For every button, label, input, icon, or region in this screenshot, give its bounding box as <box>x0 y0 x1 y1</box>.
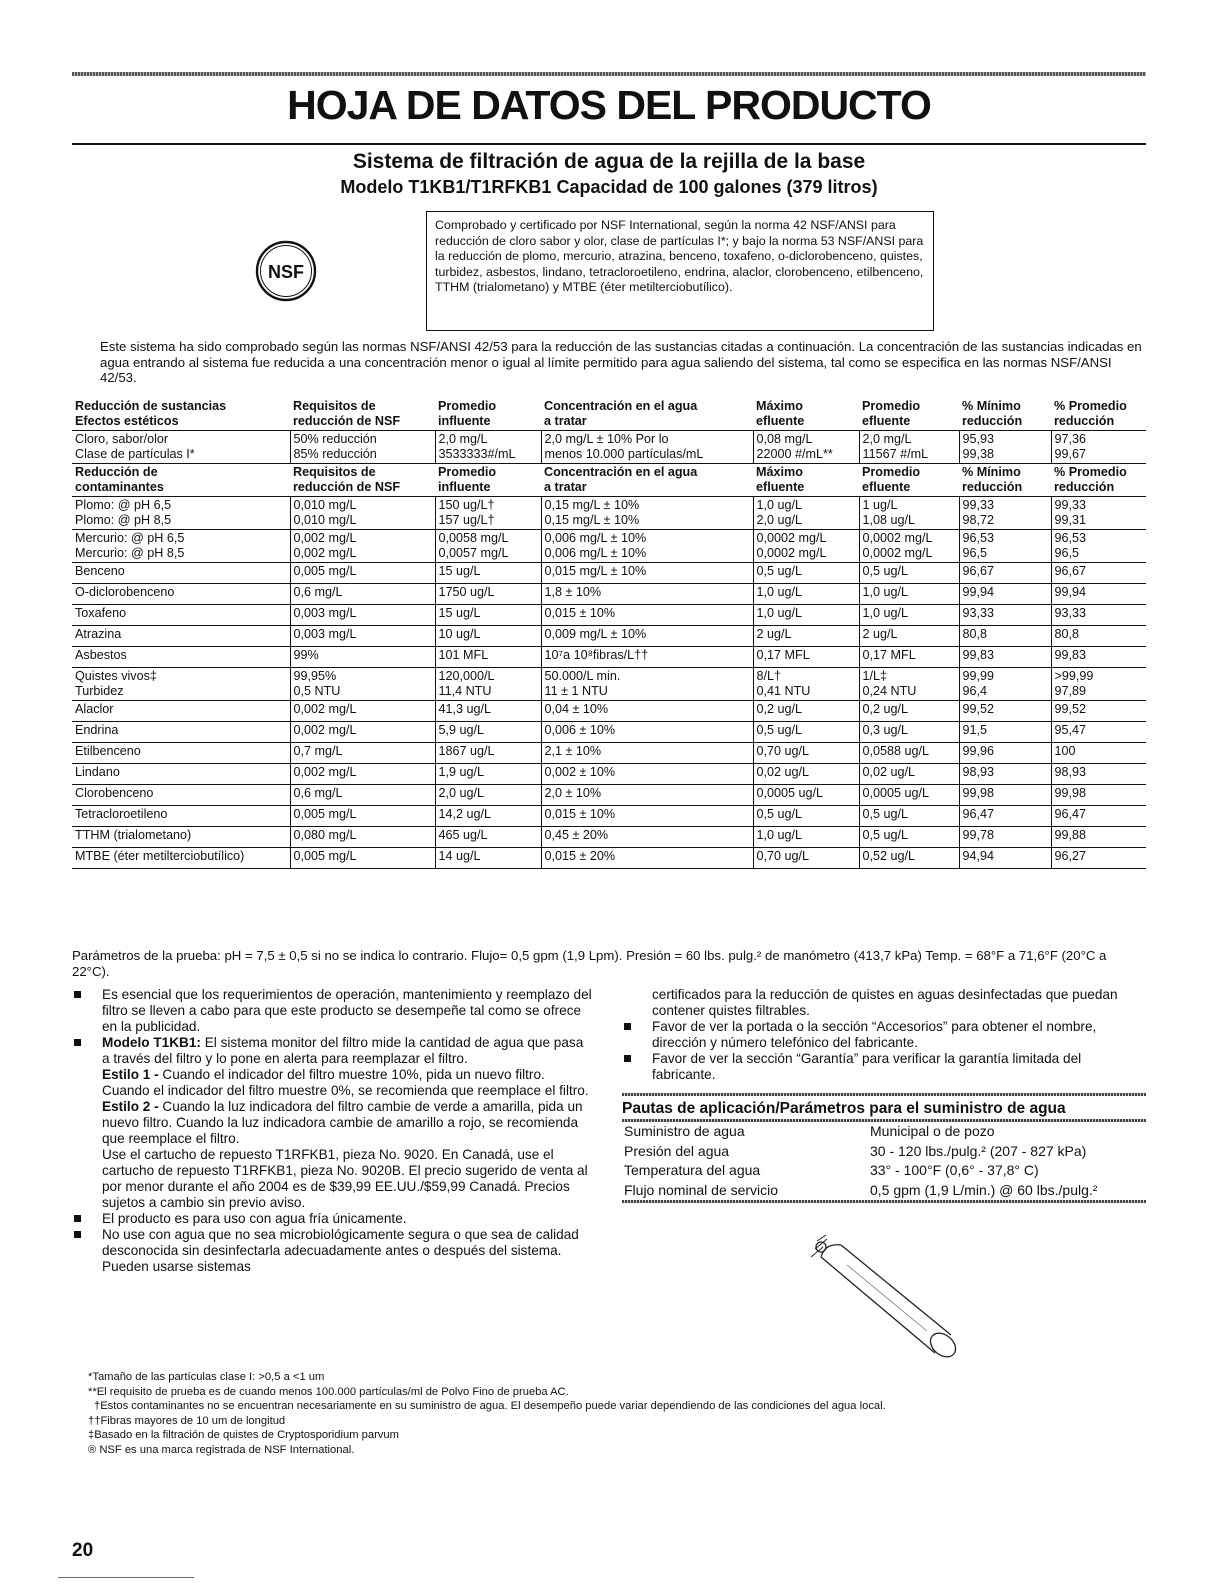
table-cell: Lindano <box>72 764 290 785</box>
table-cell: 2,0 mg/L 3533333#/mL <box>435 431 541 464</box>
model-text: El sistema monitor del filtro mide la cantidad de agua que pasa a través del filtro y lo pone en alerta para reemplazar el filtro. <box>102 1035 584 1066</box>
table-cell: O-diclorobenceno <box>72 584 290 605</box>
table-cell: 1867 ug/L <box>435 743 541 764</box>
table-cell: 99,78 <box>959 827 1051 848</box>
table-cell: 99,33 99,31 <box>1051 497 1146 530</box>
note-cold-water: El producto es para uso con agua fría únicamente. <box>72 1211 592 1227</box>
table-cell: 0,015 ± 10% <box>541 806 753 827</box>
table-cell: 0,17 MFL <box>753 647 859 668</box>
table-cell: 99,83 <box>959 647 1051 668</box>
table-cell: 95,47 <box>1051 722 1146 743</box>
table-row <box>72 764 1146 785</box>
table-row <box>72 647 1146 668</box>
table-cell: 41,3 ug/L <box>435 701 541 722</box>
table-cell: >99,99 97,89 <box>1051 668 1146 701</box>
guidelines-top-rule <box>622 1093 1146 1096</box>
table-cell: 0,6 mg/L <box>290 584 435 605</box>
table-row <box>72 701 1146 722</box>
table-cell: 101 MFL <box>435 647 541 668</box>
table-cell: 0,08 mg/L 22000 #/mL** <box>753 431 859 464</box>
table-cell: 1,9 ug/L <box>435 764 541 785</box>
table-cell: 0,02 ug/L <box>753 764 859 785</box>
table-cell: 14 ug/L <box>435 848 541 869</box>
table-cell: 0,2 ug/L <box>753 701 859 722</box>
table-cell: 96,47 <box>959 806 1051 827</box>
table-cell: 0,02 ug/L <box>859 764 959 785</box>
column-header: Promedio influente <box>435 464 541 497</box>
table-cell: 0,5 ug/L <box>753 722 859 743</box>
table-cell: 99,98 <box>959 785 1051 806</box>
note-cyst-continuation: certificados para la reducción de quistes en aguas desinfectadas que puedan contener quistes filtrables. <box>652 987 1118 1018</box>
column-header: % Mínimo reducción <box>959 398 1051 431</box>
table-cell: Toxafeno <box>72 605 290 626</box>
performance-data-table <box>72 398 1146 869</box>
table-cell: 0,70 ug/L <box>753 848 859 869</box>
guideline-row <box>622 1161 1146 1181</box>
column-header: Máximo efluente <box>753 398 859 431</box>
table-cell: 0,009 mg/L ± 10% <box>541 626 753 647</box>
title-rule <box>72 143 1146 145</box>
table-cell: 1,8 ± 10% <box>541 584 753 605</box>
table-cell: Quistes vivos‡ Turbidez <box>72 668 290 701</box>
table-cell: 0,5 ug/L <box>859 827 959 848</box>
table-row <box>72 668 1146 701</box>
table-cell: 0,002 ± 10% <box>541 764 753 785</box>
style-1-label: Estilo 1 - <box>102 1067 159 1082</box>
guidelines-bottom-rule <box>622 1200 1146 1203</box>
column-header: Requisitos de reducción de NSF <box>290 398 435 431</box>
product-data-sheet-page <box>72 0 1146 1584</box>
table-cell: 2,0 ug/L <box>435 785 541 806</box>
table-cell: 1,0 ug/L <box>753 605 859 626</box>
table-cell: 96,67 <box>1051 563 1146 584</box>
note-manufacturer: Favor de ver la portada o la sección “Accesorios” para obtener el nombre, dirección y número telefónico del fabricante. <box>622 1019 1146 1051</box>
intro-paragraph: Este sistema ha sido comprobado según las normas NSF/ANSI 42/53 para la reducción de las sustancias citadas a continuación. La concentración de las sustancias indicadas en agua entrando al sistema fue reducida a una concentración menor o igual al límite permitido para agua saliendo del sistema, tal como se especifica en las normas NSF/ANSI 42/53. <box>100 339 1142 385</box>
table-cell: 0,5 ug/L <box>859 806 959 827</box>
table-header-row <box>72 398 1146 431</box>
table-cell: 0,002 mg/L <box>290 764 435 785</box>
table-cell: 8/L† 0,41 NTU <box>753 668 859 701</box>
table-cell: Endrina <box>72 722 290 743</box>
column-header: Promedio influente <box>435 398 541 431</box>
footnote: ‡Basado en la filtración de quistes de Cryptosporidium parvum <box>88 1429 399 1442</box>
table-cell: 0,080 mg/L <box>290 827 435 848</box>
guideline-label: Presión del agua <box>624 1142 730 1159</box>
table-cell: MTBE (éter metilterciobutílico) <box>72 848 290 869</box>
note-replacement: Use el cartucho de repuesto T1RFKB1, pieza No. 9020. En Canadá, use el cartucho de repuesto T1RFKB1, pieza No. 9020B. El precio sugerido de venta al por menor durante el año 2004 es de $39,99 EE.UU./$59,99 Canadá. Precios sujetos a cambio sin previo aviso. <box>102 1147 588 1210</box>
table-cell: 465 ug/L <box>435 827 541 848</box>
table-cell: 96,53 96,5 <box>959 530 1051 563</box>
table-cell: 93,33 <box>1051 605 1146 626</box>
table-cell: 50.000/L min. 11 ± 1 NTU <box>541 668 753 701</box>
guideline-row <box>622 1181 1146 1201</box>
table-cell: 0,015 mg/L ± 10% <box>541 563 753 584</box>
table-cell: 2,0 mg/L 11567 #/mL <box>859 431 959 464</box>
column-header: % Promedio reducción <box>1051 464 1146 497</box>
table-row <box>72 584 1146 605</box>
table-cell: 2 ug/L <box>859 626 959 647</box>
table-cell: 99,88 <box>1051 827 1146 848</box>
table-cell: 150 ug/L† 157 ug/L† <box>435 497 541 530</box>
table-row <box>72 605 1146 626</box>
table-cell: 98,93 <box>1051 764 1146 785</box>
table-cell: 5,9 ug/L <box>435 722 541 743</box>
table-cell: 2 ug/L <box>753 626 859 647</box>
table-cell: Plomo: @ pH 6,5 Plomo: @ pH 8,5 <box>72 497 290 530</box>
table-cell: 0,52 ug/L <box>859 848 959 869</box>
table-cell: 0,3 ug/L <box>859 722 959 743</box>
table-row <box>72 827 1146 848</box>
table-cell: 10 ug/L <box>435 626 541 647</box>
column-header: Promedio efluente <box>859 398 959 431</box>
table-row <box>72 722 1146 743</box>
table-cell: 99,99 96,4 <box>959 668 1051 701</box>
table-cell: 0,005 mg/L <box>290 848 435 869</box>
table-cell: 1,0 ug/L <box>753 584 859 605</box>
table-cell: 0,70 ug/L <box>753 743 859 764</box>
column-header: Promedio efluente <box>859 464 959 497</box>
table-cell: 0,2 ug/L <box>859 701 959 722</box>
model-capacity-line: Modelo T1KB1/T1RFKB1 Capacidad de 100 galones (379 litros) <box>340 177 878 197</box>
table-cell: 96,53 96,5 <box>1051 530 1146 563</box>
table-cell: 0,003 mg/L <box>290 605 435 626</box>
table-cell: 99,94 <box>1051 584 1146 605</box>
table-cell: 0,010 mg/L 0,010 mg/L <box>290 497 435 530</box>
guideline-row <box>622 1142 1146 1162</box>
guideline-row <box>622 1122 1146 1142</box>
certification-box: Comprobado y certificado por NSF International, según la norma 42 NSF/ANSI para reducción de cloro sabor y olor, clase de partículas I*; y bajo la norma 53 NSF/ANSI para la reducción de plomo, mercurio, atrazina, benceno, toxafeno, o-diclorobenceno, quistes, turbidez, asbestos, lindano, tetracloroetileno, endrina, alaclor, clorobenceno, etilbenceno, TTHM (trialometano) y MTBE (éter metilterciobutílico). <box>426 211 934 331</box>
table-cell: 0,0005 ug/L <box>859 785 959 806</box>
table-cell: 15 ug/L <box>435 563 541 584</box>
style-1-text: Cuando el indicador del filtro muestre 10%, pida un nuevo filtro. Cuando el indicador del filtro muestre 0%, se recomienda que reemplace el filtro. <box>102 1067 589 1098</box>
table-cell: 95,93 99,38 <box>959 431 1051 464</box>
table-row <box>72 563 1146 584</box>
column-header: Reducción de contaminantes <box>72 464 290 497</box>
column-header: Concentración en el agua a tratar <box>541 464 753 497</box>
table-cell: 80,8 <box>959 626 1051 647</box>
footnotes <box>88 1370 1148 1458</box>
table-cell: 1/L‡ 0,24 NTU <box>859 668 959 701</box>
notes-right-column <box>622 987 1146 1203</box>
table-cell: 1,0 ug/L 2,0 ug/L <box>753 497 859 530</box>
table-cell: 15 ug/L <box>435 605 541 626</box>
table-cell: 0,0002 mg/L 0,0002 mg/L <box>753 530 859 563</box>
table-row <box>72 530 1146 563</box>
guideline-value: 30 - 120 lbs./pulg.² (207 - 827 kPa) <box>870 1142 1087 1159</box>
guidelines-title: Pautas de aplicación/Parámetros para el suministro de agua <box>622 1100 1066 1117</box>
column-header: Concentración en el agua a tratar <box>541 398 753 431</box>
table-cell: 97,36 99,67 <box>1051 431 1146 464</box>
table-cell: Alaclor <box>72 701 290 722</box>
table-cell: 0,005 mg/L <box>290 563 435 584</box>
table-cell: 120,000/L 11,4 NTU <box>435 668 541 701</box>
note-water-safety: No use con agua que no sea microbiológicamente segura o que sea de calidad desconocida sin desinfectarla adecuadamente antes o después del sistema. Pueden usarse sistemas <box>72 1227 592 1275</box>
table-row <box>72 806 1146 827</box>
top-dotted-rule <box>72 72 1146 76</box>
system-subtitle: Sistema de filtración de agua de la rejilla de la base <box>352 150 866 173</box>
table-cell: 99,33 98,72 <box>959 497 1051 530</box>
note-style-2 <box>72 1099 592 1147</box>
table-cell: 1 ug/L 1,08 ug/L <box>859 497 959 530</box>
style-2-label: Estilo 2 - <box>102 1099 159 1114</box>
table-row <box>72 626 1146 647</box>
table-cell: 80,8 <box>1051 626 1146 647</box>
table-cell: 0,0002 mg/L 0,0002 mg/L <box>859 530 959 563</box>
table-row <box>72 497 1146 530</box>
footnote: **El requisito de prueba es de cuando menos 100.000 partículas/ml de Polvo Fino de prueba AC. <box>88 1385 569 1398</box>
table-cell: 10⁷a 10⁸fibras/L†† <box>541 647 753 668</box>
table-cell: 98,93 <box>959 764 1051 785</box>
table-cell: 99,96 <box>959 743 1051 764</box>
guidelines-table <box>622 1122 1146 1200</box>
table-cell: 99,98 <box>1051 785 1146 806</box>
filter-cartridge-illustration <box>807 1235 957 1375</box>
table-cell: Etilbenceno <box>72 743 290 764</box>
table-cell: 50% reducción 85% reducción <box>290 431 435 464</box>
table-cell: 94,94 <box>959 848 1051 869</box>
table-cell: 99,52 <box>1051 701 1146 722</box>
table-cell: 99,83 <box>1051 647 1146 668</box>
model-label: Modelo T1KB1: <box>102 1035 201 1050</box>
table-cell: 99,95% 0,5 NTU <box>290 668 435 701</box>
guideline-value: 0,5 gpm (1,9 L/min.) @ 60 lbs./pulg.² <box>870 1181 1098 1198</box>
table-cell: Atrazina <box>72 626 290 647</box>
notes-left-column <box>72 987 592 1275</box>
nsf-logo-text: NSF <box>268 262 304 282</box>
table-cell: Benceno <box>72 563 290 584</box>
table-cell: 1,0 ug/L <box>859 605 959 626</box>
table-cell: 0,0005 ug/L <box>753 785 859 806</box>
table-cell: 2,0 ± 10% <box>541 785 753 806</box>
page-title: HOJA DE DATOS DEL PRODUCTO <box>287 82 931 128</box>
table-cell: 0,17 MFL <box>859 647 959 668</box>
table-cell: Asbestos <box>72 647 290 668</box>
table-cell: 1750 ug/L <box>435 584 541 605</box>
table-cell: 14,2 ug/L <box>435 806 541 827</box>
column-header: % Promedio reducción <box>1051 398 1146 431</box>
guideline-label: Suministro de agua <box>624 1123 745 1139</box>
nsf-logo-icon <box>255 240 317 302</box>
table-cell: 0,45 ± 20% <box>541 827 753 848</box>
table-cell: 0,015 ± 20% <box>541 848 753 869</box>
table-cell: 1,0 ug/L <box>753 827 859 848</box>
table-cell: 96,27 <box>1051 848 1146 869</box>
table-cell: 99,94 <box>959 584 1051 605</box>
column-header: % Mínimo reducción <box>959 464 1051 497</box>
note-style-1 <box>72 1067 592 1099</box>
page-number: 20 <box>72 1540 94 1561</box>
table-cell: TTHM (trialometano) <box>72 827 290 848</box>
note-warranty: Favor de ver la sección “Garantía” para verificar la garantía limitada del fabricante. <box>622 1051 1146 1083</box>
table-cell: 0,006 ± 10% <box>541 722 753 743</box>
table-cell: 93,33 <box>959 605 1051 626</box>
note-operation: Es esencial que los requerimientos de operación, mantenimiento y reemplazo del filtro se lleven a cabo para que este producto se desempeñe tal como se ofrece en la publicidad. <box>72 987 592 1035</box>
column-header: Máximo efluente <box>753 464 859 497</box>
table-cell: 99% <box>290 647 435 668</box>
table-cell: 0,7 mg/L <box>290 743 435 764</box>
guideline-value: 33° - 100°F (0,6° - 37,8° C) <box>870 1162 1039 1178</box>
table-row <box>72 848 1146 869</box>
test-parameters: Parámetros de la prueba: pH = 7,5 ± 0,5 si no se indica lo contrario. Flujo= 0,5 gpm (1,9 Lpm). Presión = 60 lbs. pulg.² de manómetro (413,7 kPa) Temp. = 68°F a 71,6°F (20°C a 22°C). <box>72 948 1107 979</box>
table-row <box>72 785 1146 806</box>
table-cell: 0,002 mg/L <box>290 701 435 722</box>
table-cell: Tetracloroetileno <box>72 806 290 827</box>
table-cell: 96,67 <box>959 563 1051 584</box>
table-row <box>72 743 1146 764</box>
footnote: ††Fibras mayores de 10 um de longitud <box>88 1414 286 1427</box>
guideline-value: Municipal o de pozo <box>870 1123 995 1139</box>
guideline-label: Flujo nominal de servicio <box>624 1181 779 1198</box>
table-cell: Clorobenceno <box>72 785 290 806</box>
bottom-link-line <box>58 1577 194 1578</box>
footnote: ® NSF es una marca registrada de NSF International. <box>88 1443 355 1456</box>
table-header-row <box>72 464 1146 497</box>
table-cell: 1,0 ug/L <box>859 584 959 605</box>
footnote: †Estos contaminantes no se encuentran necesariamente en su suministro de agua. El desempeño puede variar dependiendo de las condiciones del agua local. <box>94 1400 886 1413</box>
table-cell: 0,002 mg/L <box>290 722 435 743</box>
table-cell: 0,04 ± 10% <box>541 701 753 722</box>
table-cell: Cloro, sabor/olor Clase de partículas I* <box>72 431 290 464</box>
guideline-label: Temperatura del agua <box>624 1162 761 1178</box>
table-cell: 100 <box>1051 743 1146 764</box>
table-cell: 0,15 mg/L ± 10% 0,15 mg/L ± 10% <box>541 497 753 530</box>
table-cell: Mercurio: @ pH 6,5 Mercurio: @ pH 8,5 <box>72 530 290 563</box>
table-cell: 99,52 <box>959 701 1051 722</box>
table-cell: 2,1 ± 10% <box>541 743 753 764</box>
table-row <box>72 431 1146 464</box>
table-cell: 0,006 mg/L ± 10% 0,006 mg/L ± 10% <box>541 530 753 563</box>
column-header: Reducción de sustancias Efectos estéticos <box>72 398 290 431</box>
table-cell: 0,6 mg/L <box>290 785 435 806</box>
table-cell: 0,5 ug/L <box>753 806 859 827</box>
table-cell: 0,5 ug/L <box>859 563 959 584</box>
table-cell: 0,0588 ug/L <box>859 743 959 764</box>
table-cell: 0,015 ± 10% <box>541 605 753 626</box>
table-cell: 91,5 <box>959 722 1051 743</box>
table-cell: 0,5 ug/L <box>753 563 859 584</box>
footnote: *Tamaño de las partículas clase I: >0,5 a <1 um <box>88 1371 325 1383</box>
table-cell: 0,002 mg/L 0,002 mg/L <box>290 530 435 563</box>
note-model <box>72 1035 592 1067</box>
table-cell: 0,0058 mg/L 0,0057 mg/L <box>435 530 541 563</box>
table-cell: 0,003 mg/L <box>290 626 435 647</box>
table-cell: 96,47 <box>1051 806 1146 827</box>
column-header: Requisitos de reducción de NSF <box>290 464 435 497</box>
style-2-text: Cuando la luz indicadora del filtro cambie de verde a amarilla, pida un nuevo filtro. Cuando la luz indicadora cambie de amarillo a rojo, se recomienda que reemplace el filtro. <box>102 1099 583 1146</box>
table-cell: 2,0 mg/L ± 10% Por lo menos 10.000 partículas/mL <box>541 431 753 464</box>
table-cell: 0,005 mg/L <box>290 806 435 827</box>
